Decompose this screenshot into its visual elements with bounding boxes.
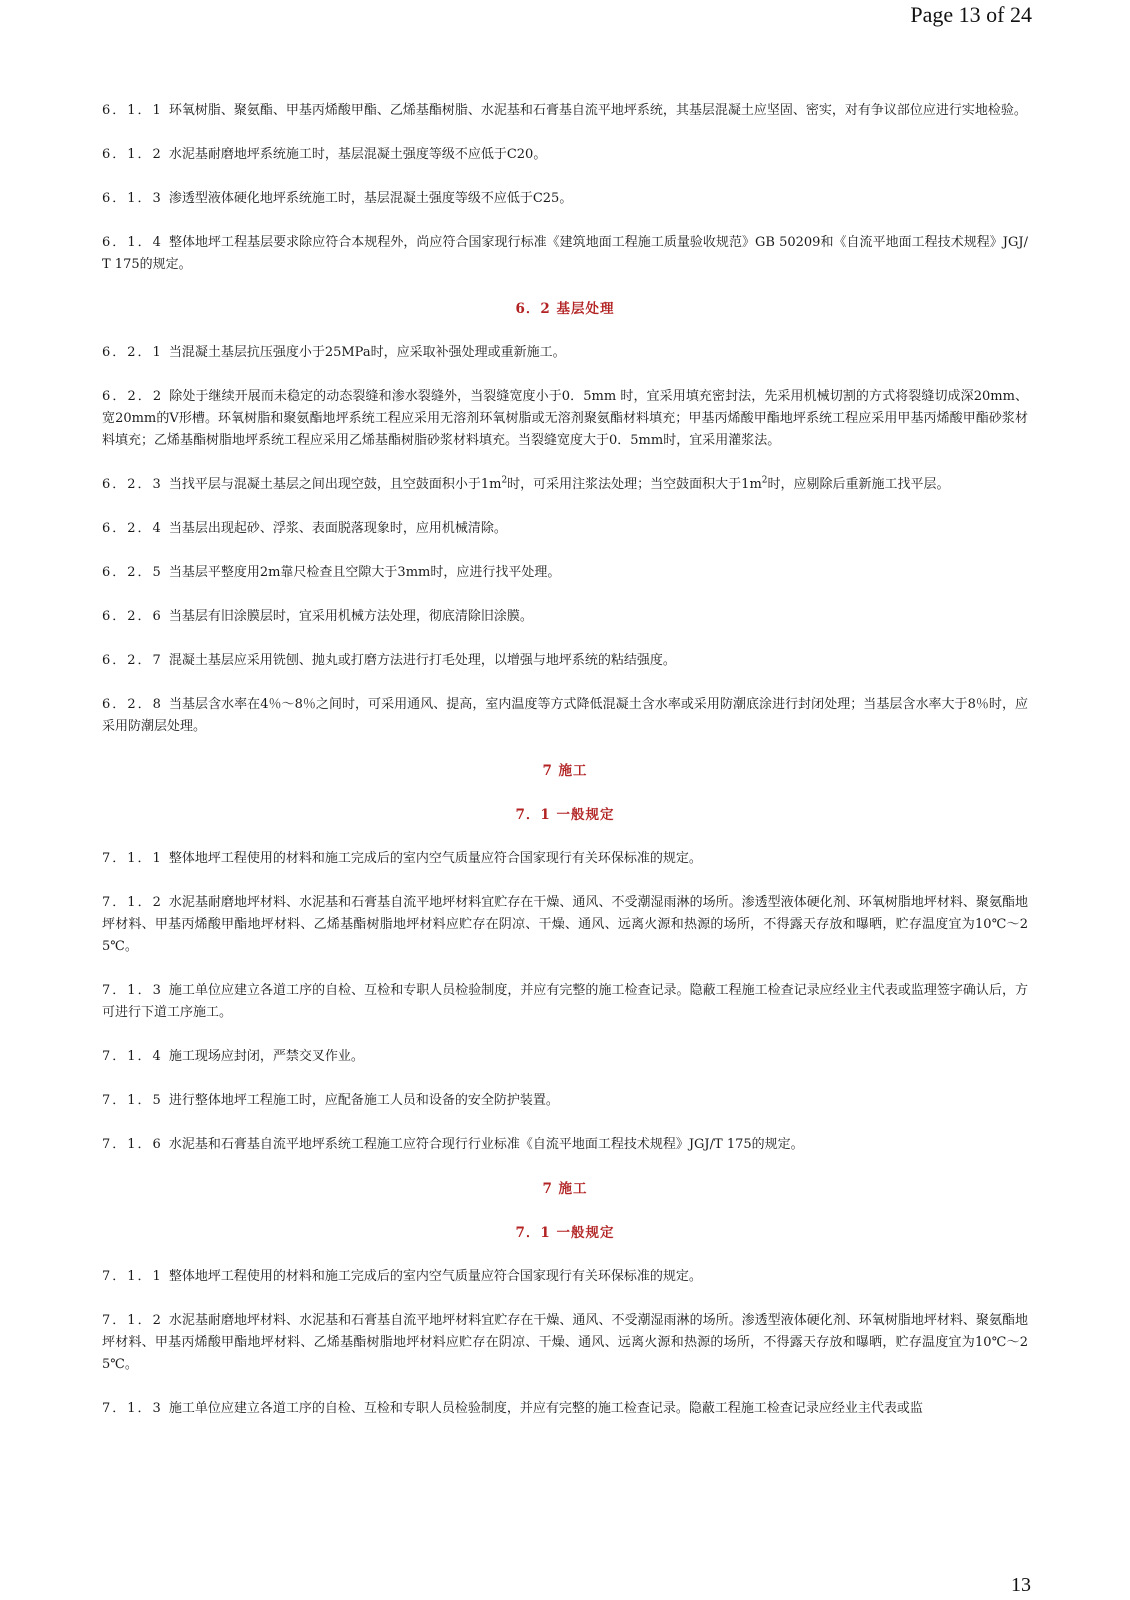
clause-6-2-7 bbox=[102, 650, 1028, 672]
clause-text: 施工现场应封闭，严禁交叉作业。 bbox=[168, 1049, 364, 1064]
clause-6-2-1 bbox=[102, 342, 1028, 364]
clause-6-1-3 bbox=[102, 188, 1028, 210]
clause-7-1-3 bbox=[102, 980, 1028, 1024]
clause-text: 当基层平整度用2m靠尺检查且空隙大于3mm时，应进行找平处理。 bbox=[168, 565, 561, 580]
clause-text: 当基层出现起砂、浮浆、表面脱落现象时，应用机械清除。 bbox=[168, 521, 507, 536]
chapter-heading-7: 7 施工 bbox=[542, 763, 588, 779]
clause-text: 当基层有旧涂膜层时，宜采用机械方法处理，彻底清除旧涂膜。 bbox=[168, 609, 533, 624]
clause-number: 7．1．5 bbox=[102, 1093, 163, 1108]
clause-number: 7．1．1 bbox=[102, 851, 163, 866]
page-number: 13 bbox=[1011, 1574, 1031, 1596]
superscript: 2 bbox=[501, 475, 508, 486]
clause-6-1-2 bbox=[102, 144, 1028, 166]
clause-number: 6．1．1 bbox=[102, 103, 163, 118]
clause-number: 6．2．1 bbox=[102, 345, 163, 360]
clause-number: 6．2．6 bbox=[102, 609, 163, 624]
clause-number: 7．1．2 bbox=[102, 1313, 163, 1328]
clause-text: 施工单位应建立各道工序的自检、互检和专职人员检验制度，并应有完整的施工检查记录。隐蔽工程施工检查记录应经业主代表或监理签字确认后，方可进行下道工序施工。 bbox=[102, 983, 1028, 1020]
clause-number: 7．1．3 bbox=[102, 1401, 163, 1416]
clause-text: 混凝土基层应采用铣刨、抛丸或打磨方法进行打毛处理，以增强与地坪系统的粘结强度。 bbox=[168, 653, 676, 668]
clause-text: 除处于继续开展而未稳定的动态裂缝和渗水裂缝外，当裂缝宽度小于0．5mm 时，宜采用填充密封法，先采用机械切割的方式将裂缝切成深20mm、宽20mm的V形槽。环氧树脂和聚氨酯地坪系统工程应采用无溶剂环氧树脂或无溶剂聚氨酯材料填充；甲基丙烯酸甲酯地坪系统工程应采用甲基丙烯酸甲酯砂浆材料填充；乙烯基酯树脂地坪系统工程应采用乙烯基酯树脂砂浆材料填充。当裂缝宽度大于0．5mm时，宜采用灌浆法。 bbox=[102, 389, 1028, 448]
clause-text: 水泥基耐磨地坪材料、水泥基和石膏基自流平地坪材料宜贮存在干燥、通风、不受潮湿雨淋的场所。渗透型液体硬化剂、环氧树脂地坪材料、聚氨酯地坪材料、甲基丙烯酸甲酯地坪材料、乙烯基酯树脂地坪材料应贮存在阴凉、干燥、通风、远离火源和热源的场所，不得露天存放和曝晒，贮存温度宜为10℃～25℃。 bbox=[102, 1313, 1028, 1372]
clause-6-2-6 bbox=[102, 606, 1028, 628]
clause-number: 6．1．4 bbox=[102, 235, 163, 250]
clause-7-1-2 bbox=[102, 892, 1028, 958]
clause-number: 6．2．7 bbox=[102, 653, 163, 668]
clause-6-1-4 bbox=[102, 232, 1028, 276]
clause-number: 7．1．2 bbox=[102, 895, 163, 910]
clause-number: 7．1．1 bbox=[102, 1269, 163, 1284]
clause-7-1-5 bbox=[102, 1090, 1028, 1112]
clause-text: 进行整体地坪工程施工时，应配备施工人员和设备的安全防护装置。 bbox=[168, 1093, 559, 1108]
clause-number: 6．2．2 bbox=[102, 389, 164, 404]
clause-text: 当混凝土基层抗压强度小于25MPa时，应采取补强处理或重新施工。 bbox=[168, 345, 566, 360]
chapter-heading-7-repeat: 7 施工 bbox=[542, 1181, 588, 1197]
clause-number: 7．1．6 bbox=[102, 1137, 163, 1152]
clause-7-1-2-repeat bbox=[102, 1310, 1028, 1376]
clause-6-1-1 bbox=[102, 100, 1028, 122]
document-body bbox=[102, 100, 1028, 1442]
clause-6-2-3 bbox=[102, 474, 1028, 496]
clause-text-part: 时，可采用注浆法处理；当空鼓面积大于1m bbox=[507, 477, 762, 492]
clause-number: 6．2．4 bbox=[102, 521, 163, 536]
clause-text: 当基层含水率在4％～8％之间时，可采用通风、提高，室内温度等方式降低混凝土含水率或采用防潮底涂进行封闭处理；当基层含水率大于8％时，应采用防潮层处理。 bbox=[102, 697, 1028, 734]
clause-7-1-1-repeat bbox=[102, 1266, 1028, 1288]
clause-7-1-6 bbox=[102, 1134, 1028, 1156]
section-heading-7-1-repeat: 7．1 一般规定 bbox=[515, 1225, 615, 1241]
clause-number: 6．2．5 bbox=[102, 565, 163, 580]
page-header: Page 13 of 24 bbox=[910, 2, 1032, 27]
clause-text-part: 当找平层与混凝土基层之间出现空鼓，且空鼓面积小于1m bbox=[168, 477, 502, 492]
clause-text: 环氧树脂、聚氨酯、甲基丙烯酸甲酯、乙烯基酯树脂、水泥基和石膏基自流平地坪系统，其基层混凝土应坚固、密实，对有争议部位应进行实地检验。 bbox=[168, 103, 1027, 118]
clause-number: 6．1．2 bbox=[102, 147, 163, 162]
section-heading-6-2: 6．2 基层处理 bbox=[515, 301, 615, 317]
clause-6-2-2 bbox=[102, 386, 1028, 452]
clause-number: 7．1．3 bbox=[102, 983, 163, 998]
clause-text: 水泥基和石膏基自流平地坪系统工程施工应符合现行行业标准《自流平地面工程技术规程》JGJ/T 175的规定。 bbox=[168, 1137, 804, 1152]
clause-text-part: 时，应剔除后重新施工找平层。 bbox=[767, 477, 950, 492]
clause-number: 6．2．8 bbox=[102, 697, 163, 712]
clause-number: 6．1．3 bbox=[102, 191, 163, 206]
clause-text: 整体地坪工程使用的材料和施工完成后的室内空气质量应符合国家现行有关环保标准的规定。 bbox=[168, 1269, 702, 1284]
clause-6-2-8 bbox=[102, 694, 1028, 738]
clause-7-1-3-repeat bbox=[102, 1398, 1028, 1420]
clause-text: 渗透型液体硬化地坪系统施工时，基层混凝土强度等级不应低于C25。 bbox=[168, 191, 573, 206]
clause-text: 水泥基耐磨地坪材料、水泥基和石膏基自流平地坪材料宜贮存在干燥、通风、不受潮湿雨淋的场所。渗透型液体硬化剂、环氧树脂地坪材料、聚氨酯地坪材料、甲基丙烯酸甲酯地坪材料、乙烯基酯树脂地坪材料应贮存在阴凉、干燥、通风、远离火源和热源的场所，不得露天存放和曝晒，贮存温度宜为10℃～25℃。 bbox=[102, 895, 1028, 954]
clause-6-2-5 bbox=[102, 562, 1028, 584]
clause-text: 水泥基耐磨地坪系统施工时，基层混凝土强度等级不应低于C20。 bbox=[168, 147, 547, 162]
clause-text: 整体地坪工程使用的材料和施工完成后的室内空气质量应符合国家现行有关环保标准的规定。 bbox=[168, 851, 702, 866]
clause-number: 6．2．3 bbox=[102, 477, 163, 492]
clause-7-1-4 bbox=[102, 1046, 1028, 1068]
clause-number: 7．1．4 bbox=[102, 1049, 163, 1064]
section-heading-7-1: 7．1 一般规定 bbox=[515, 807, 615, 823]
clause-text: 施工单位应建立各道工序的自检、互检和专职人员检验制度，并应有完整的施工检查记录。隐蔽工程施工检查记录应经业主代表或监 bbox=[168, 1401, 923, 1416]
clause-7-1-1 bbox=[102, 848, 1028, 870]
superscript: 2 bbox=[761, 475, 768, 486]
clause-6-2-4 bbox=[102, 518, 1028, 540]
clause-text: 整体地坪工程基层要求除应符合本规程外，尚应符合国家现行标准《建筑地面工程施工质量验收规范》GB 50209和《自流平地面工程技术规程》JGJ/T 175的规定。 bbox=[102, 235, 1028, 272]
